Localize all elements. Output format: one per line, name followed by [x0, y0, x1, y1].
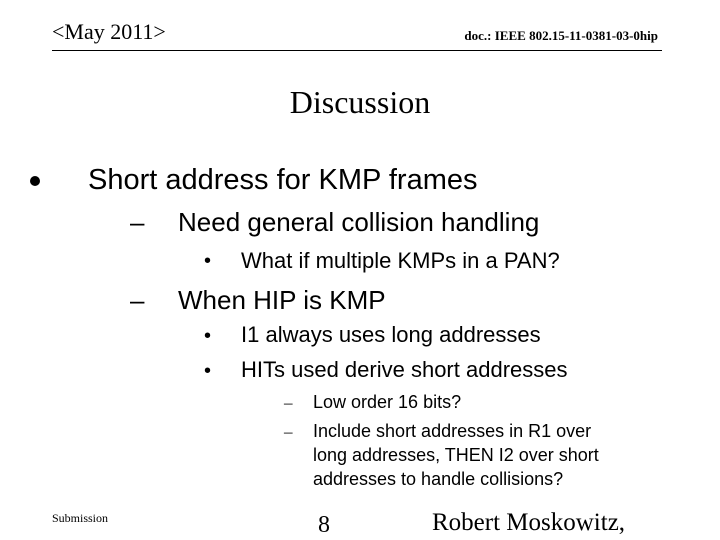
dash-marker: – — [130, 285, 145, 315]
bullet-need-general: Need general collision handling — [178, 207, 540, 237]
bullet-include-line1: Include short addresses in R1 over — [313, 421, 592, 441]
bullet-include-line2: long addresses, THEN I2 over short — [313, 445, 599, 465]
header-doc-id: doc.: IEEE 802.15-11-0381-03-0hip — [464, 28, 658, 43]
bullet-when-hip: When HIP is KMP — [178, 285, 386, 315]
dot-marker: • — [204, 360, 212, 382]
bullet-low-order: Low order 16 bits? — [313, 392, 462, 412]
bullet-include-line3: addresses to handle collisions? — [313, 469, 564, 489]
slide-title: Discussion — [289, 84, 431, 120]
footer-submission: Submission — [52, 511, 109, 525]
bullet-short-address: Short address for KMP frames — [88, 164, 478, 196]
bullet-dot-icon — [30, 176, 40, 186]
dash-marker: – — [284, 422, 293, 441]
footer-author: Robert Moskowitz, — [432, 509, 626, 536]
footer-page-number: 8 — [318, 512, 330, 538]
dot-marker: • — [204, 250, 212, 272]
dash-marker: – — [130, 207, 145, 237]
header-date: <May 2011> — [52, 19, 166, 44]
bullet-hits-short: HITs used derive short addresses — [241, 357, 568, 382]
header-divider — [52, 50, 662, 51]
dash-marker: – — [284, 393, 293, 412]
bullet-i1-long: I1 always uses long addresses — [241, 322, 541, 347]
bullet-multiple-kmps: What if multiple KMPs in a PAN? — [241, 248, 560, 273]
dot-marker: • — [204, 325, 212, 347]
